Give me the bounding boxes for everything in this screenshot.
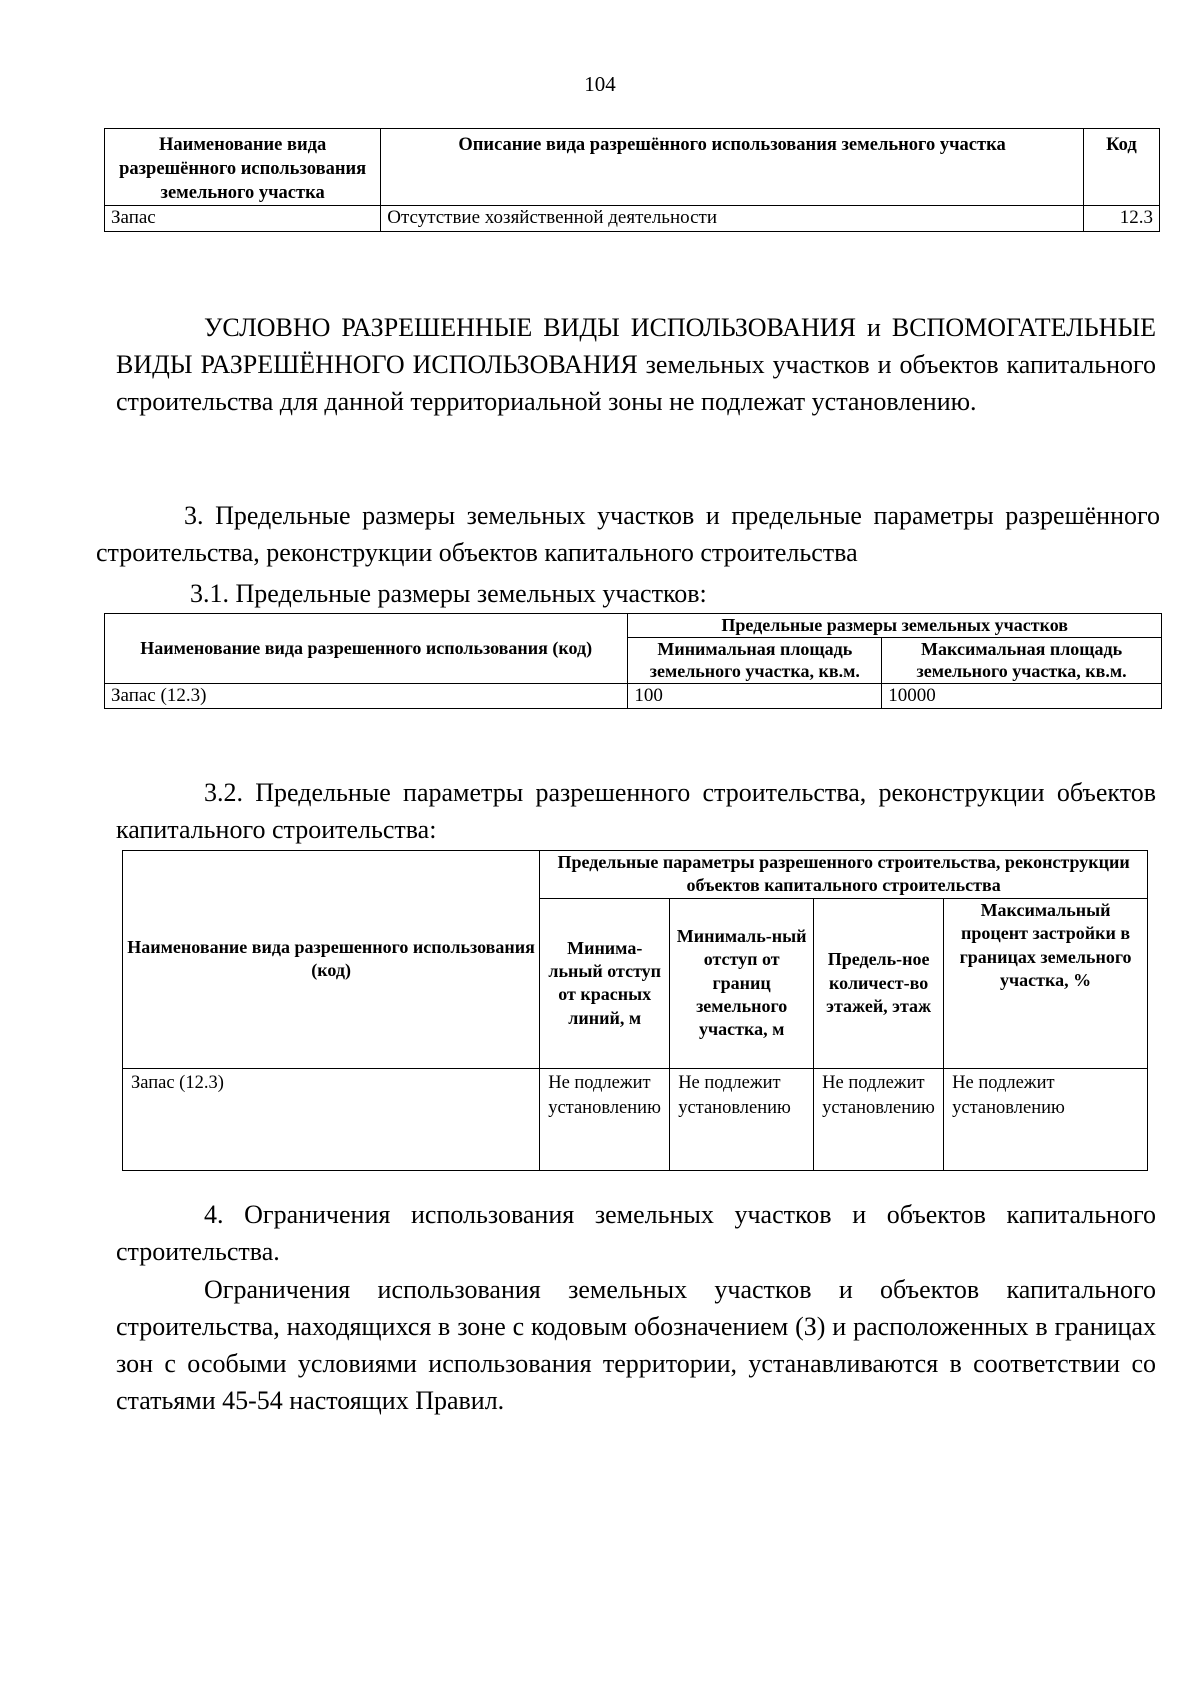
building-params-table <box>122 850 1148 1171</box>
table-header-row <box>105 614 1162 638</box>
cell-min-area: 100 <box>628 683 882 709</box>
header-name: Наименование вида разрешенного использования (код) <box>123 851 540 1069</box>
cell-boundary-offset: Не подлежит установлению <box>670 1068 814 1170</box>
header-name: Наименование вида разрешенного использования (код) <box>105 614 628 684</box>
table-row <box>123 1068 1148 1170</box>
section-3-1-heading: 3.1. Предельные размеры земельных участков: <box>190 579 707 608</box>
cell-description: Отсутствие хозяйственной деятельности <box>381 206 1084 232</box>
page-number: 104 <box>584 72 616 96</box>
table-row <box>105 206 1160 232</box>
header-description: Описание вида разрешённого использования земельного участка <box>381 129 1084 206</box>
table-row <box>105 683 1162 709</box>
cell-code: 12.3 <box>1083 206 1159 232</box>
cell-name: Запас <box>105 206 381 232</box>
caps-text-2: ВСПОМОГАТЕЛЬНЫЕ ВИДЫ РАЗРЕШЁННОГО ИСПОЛЬЗОВАНИЯ <box>116 313 1157 379</box>
cell-red-line-offset: Не подлежит установлению <box>540 1068 670 1170</box>
section-4-heading: 4. Ограничения использования земельных участков и объектов капитального строительства. <box>116 1200 1156 1266</box>
header-red-line-offset: Минима-льный отступ от красных линий, м <box>540 898 670 1068</box>
cell-name: Запас (12.3) <box>123 1068 540 1170</box>
header-boundary-offset: Минималь-ный отступ от границ земельного участка, м <box>670 898 814 1068</box>
header-code: Код <box>1083 129 1159 206</box>
section-3-heading: 3. Предельные размеры земельных участков и предельные параметры разрешённого строительства, реконструкции объектов капитального строительства <box>96 501 1160 567</box>
header-name: Наименование вида разрешённого использования земельного участка <box>105 129 381 206</box>
header-group: Предельные размеры земельных участков <box>628 614 1162 638</box>
cell-floors: Не подлежит установлению <box>814 1068 944 1170</box>
and-text: и <box>866 313 881 342</box>
table-header-row <box>105 129 1160 206</box>
caps-text-1: УСЛОВНО РАЗРЕШЕННЫЕ ВИДЫ ИСПОЛЬЗОВАНИЯ <box>204 313 856 342</box>
header-min-area: Минимальная площадь земельного участка, кв.м. <box>628 637 882 683</box>
header-group: Предельные параметры разрешенного строительства, реконструкции объектов капитального строительства <box>540 851 1148 899</box>
land-use-table <box>104 128 1160 232</box>
cell-max-area: 10000 <box>882 683 1162 709</box>
section-4-text: Ограничения использования земельных участков и объектов капитального строительства, находящихся в зоне с кодовым обозначением (З) и расположенных в границах зон с особыми условиями использования территории, устанавливаются в соответствии со статьями 45-54 настоящих Правил. <box>116 1275 1156 1415</box>
header-coverage: Максимальный процент застройки в границах земельного участка, % <box>944 898 1148 1068</box>
table-header-row <box>123 851 1148 899</box>
header-floors: Предель-ное количест-во этажей, этаж <box>814 898 944 1068</box>
cell-name: Запас (12.3) <box>105 683 628 709</box>
header-max-area: Максимальная площадь земельного участка, кв.м. <box>882 637 1162 683</box>
cell-coverage: Не подлежит установлению <box>944 1068 1148 1170</box>
plot-size-table <box>104 613 1162 709</box>
section-3-2-heading: 3.2. Предельные параметры разрешенного строительства, реконструкции объектов капитального строительства: <box>116 778 1156 844</box>
conditional-uses-paragraph <box>116 309 1156 420</box>
rest-text: земельных участков и объектов капитального строительства для данной территориальной зоны не подлежат установлению. <box>116 350 1156 416</box>
